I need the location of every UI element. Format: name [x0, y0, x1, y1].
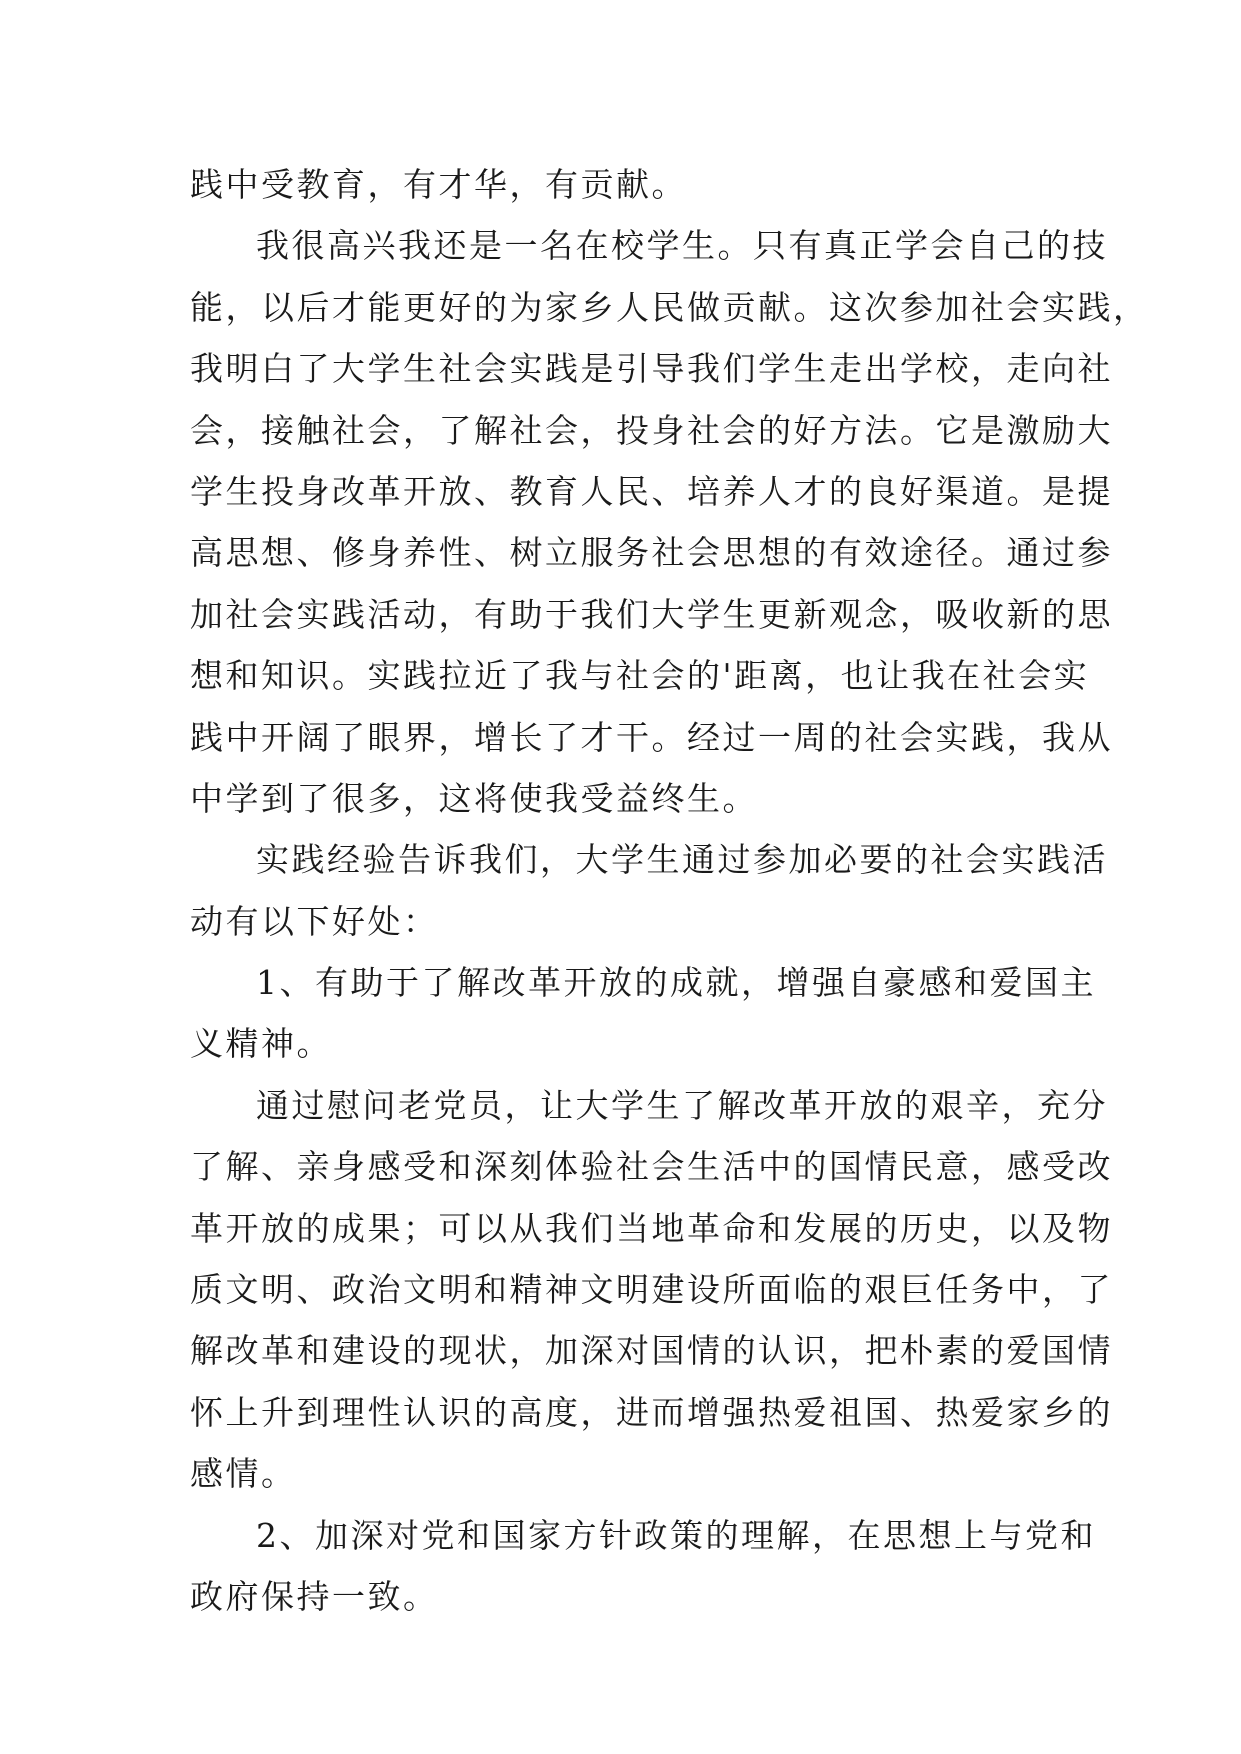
text-line: 能，以后才能更好的为家乡人民做贡献。这次参加社会实践， — [190, 287, 1149, 327]
text-line: 革开放的成果；可以从我们当地革命和发展的历史，以及物 — [190, 1208, 1113, 1248]
text-line: 通过慰问老党员，让大学生了解改革开放的艰辛，充分 — [256, 1085, 1108, 1125]
body-text — [190, 154, 1149, 1627]
text-line: 高思想、修身养性、树立服务社会思想的有效途径。通过参 — [190, 533, 1113, 573]
text-line: 1、有助于了解改革开放的成就，增强自豪感和爱国主 — [256, 963, 1096, 1003]
text-line: 政府保持一致。 — [190, 1576, 439, 1616]
text-line: 2、加深对党和国家方针政策的理解，在思想上与党和 — [256, 1515, 1096, 1555]
text-line: 学生投身改革开放、教育人民、培养人才的良好渠道。是提 — [190, 471, 1113, 511]
text-line: 我很高兴我还是一名在校学生。只有真正学会自己的技 — [256, 226, 1108, 266]
text-line: 加社会实践活动，有助于我们大学生更新观念，吸收新的思 — [190, 594, 1113, 634]
text-line: 中学到了很多，这将使我受益终生。 — [190, 778, 758, 818]
text-line: 怀上升到理性认识的高度，进而增强热爱祖国、热爱家乡的 — [190, 1392, 1113, 1432]
text-line: 我明白了大学生社会实践是引导我们学生走出学校，走向社 — [190, 349, 1113, 389]
text-line: 解改革和建设的现状，加深对国情的认识，把朴素的爱国情 — [190, 1331, 1113, 1371]
text-line: 动有以下好处： — [190, 901, 439, 941]
text-line: 践中受教育，有才华，有贡献。 — [190, 165, 687, 204]
text-line: 义精神。 — [190, 1024, 332, 1064]
text-line: 感情。 — [190, 1454, 297, 1494]
text-line: 想和知识。实践拉近了我与社会的'距离，也让我在社会实 — [190, 656, 1090, 696]
text-line: 了解、亲身感受和深刻体验社会生活中的国情民意，感受改 — [190, 1147, 1113, 1187]
text-line: 会，接触社会，了解社会，投身社会的好方法。它是激励大 — [190, 410, 1113, 450]
text-line: 质文明、政治文明和精神文明建设所面临的艰巨任务中，了 — [190, 1270, 1113, 1310]
text-line: 实践经验告诉我们，大学生通过参加必要的社会实践活 — [256, 840, 1108, 880]
text-line: 践中开阔了眼界，增长了才干。经过一周的社会实践，我从 — [190, 717, 1113, 757]
